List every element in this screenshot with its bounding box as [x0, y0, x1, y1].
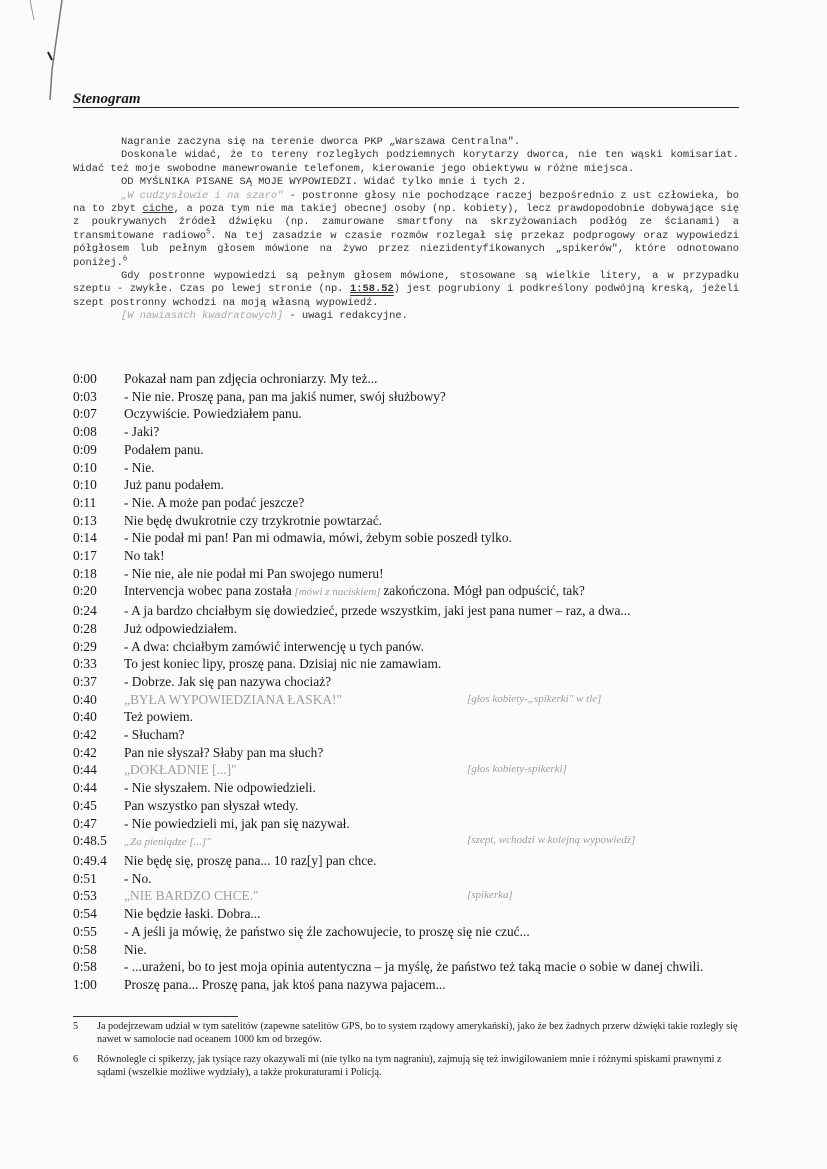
transcript-row	[73, 494, 743, 512]
timestamp: 0:29	[73, 638, 97, 654]
footnote-number: 5	[73, 1021, 79, 1032]
utterance-text: Pan nie słyszał? Słaby pan ma słuch?	[124, 744, 324, 760]
utterance-text: - Nie nie, ale nie podał mi Pan swojego numeru!	[124, 565, 384, 581]
transcript-row	[73, 976, 743, 994]
utterance-text: Już panu podałem.	[124, 477, 225, 493]
utterance-text: - Nie nie. Proszę pana, pan ma jakiś numer, swój służbowy?	[124, 388, 446, 404]
utterance	[124, 708, 743, 726]
transcript-row	[73, 582, 743, 602]
transcript-row	[73, 476, 743, 494]
timestamp: 0:11	[73, 494, 97, 510]
footnote-ref: 6	[122, 255, 128, 264]
timestamp: 0:44	[73, 762, 97, 778]
utterance-text: Intervencja wobec pana została	[124, 583, 292, 599]
timestamp: 0:10	[73, 459, 97, 475]
transcript-row	[73, 620, 743, 638]
editorial-note: [spikerka]	[467, 889, 513, 902]
utterance-text: Nie.	[124, 941, 147, 957]
utterance-text: - A jeśli ja mówię, że państwo się źle zachowujecie, to proszę się nie czuć...	[124, 923, 530, 939]
background-voice: „BYŁA WYPOWIEDZIANA ŁASKA!"	[124, 691, 342, 707]
transcript-row	[73, 779, 743, 797]
utterance-text: - No.	[124, 870, 152, 886]
underlined-word: ciche	[142, 203, 174, 216]
utterance-text: - Nie podał mi pan! Pan mi odmawia, mówi, żebym sobie poszedł tylko.	[124, 530, 512, 546]
utterance-text: - ...urażeni, bo to jest moja opinia autentyczna – ja myślę, że państwo też taką macie o sobie w danej chwili.	[124, 959, 704, 975]
timestamp: 0:54	[73, 906, 97, 922]
utterance	[124, 405, 743, 423]
utterance	[124, 887, 743, 905]
footnote-number: 6	[73, 1053, 79, 1065]
intro-section	[73, 136, 739, 324]
utterance	[124, 388, 743, 406]
footnote	[73, 1053, 739, 1080]
utterance	[124, 459, 743, 477]
utterance	[124, 512, 743, 530]
transcript-row	[73, 547, 743, 565]
timestamp: 1:00	[73, 976, 97, 992]
utterance	[124, 905, 743, 923]
utterance	[124, 815, 743, 833]
background-voice: „Za pieniądze [...]"	[124, 836, 211, 849]
transcript-row	[73, 923, 743, 941]
background-voice: „DOKŁADNIE [...]"	[124, 762, 237, 778]
editorial-note: [głos kobiety-spikerki]	[467, 763, 567, 776]
footnote-text: Ja podejrzewam udział w tym satelitów (zapewne satelitów GPS, bo to system rządowy amerykański), jako że bez żadnych przerw dźwięki takie rozległy się nawet w samolocie nad oceanem 1000 km od brzegów.	[97, 1021, 738, 1046]
utterance-text: zakończona. Mógł pan odpuścić, tak?	[383, 583, 585, 599]
timestamp: 0:28	[73, 620, 97, 636]
utterance-text: - Dobrze. Jak się pan nazywa chociaż?	[124, 673, 332, 689]
timestamp: 0:51	[73, 870, 97, 886]
faded-example: „W cudzysłowie i na szaro"	[121, 189, 284, 202]
transcript-row	[73, 405, 743, 423]
transcript-row	[73, 905, 743, 923]
transcript-row	[73, 797, 743, 815]
utterance	[124, 779, 743, 797]
timestamp: 0:13	[73, 512, 97, 528]
footnote-ref: 5	[205, 228, 211, 237]
utterance	[124, 852, 743, 870]
transcript-row	[73, 852, 743, 870]
utterance-text: - Nie. A może pan podać jeszcze?	[124, 494, 305, 510]
utterance	[124, 565, 743, 583]
transcript-row	[73, 815, 743, 833]
intro-paragraph: „W cudzysłowie i na szaro" - postronne głosy nie pochodzące raczej bezpośrednio z ust człowieka, bo na to zbyt ciche, a poza tym nie ma takiej obecnej osoby (np. kobiety), lecz prawdopodobnie dobywające się z poukrywanych źródeł dźwięku (np. zamurowane smartfony na skrzyżowaniach podłóg ze ścianami) a transmitowane radiowo$^5$. Na tej zasadzie w czasie rozmów rozlegał się przekaz podprogowy oraz wypowiedzi półgłosem lub pełnym głosem mówione na żywo przez niezidentyfikowanych „spikerów", które odnotowano poniżej.$^6$	[73, 189, 740, 269]
timestamp: 0:58	[73, 959, 97, 975]
utterance	[124, 923, 743, 941]
utterance	[124, 602, 743, 620]
timestamp: 0:37	[73, 673, 97, 689]
utterance	[124, 441, 743, 459]
utterance	[124, 744, 743, 762]
timestamp: 0:07	[73, 406, 97, 422]
utterance	[124, 620, 743, 638]
utterance-text: Nie będzie łaski. Dobra...	[124, 906, 261, 922]
page-header	[73, 90, 739, 108]
utterance	[124, 691, 743, 709]
intro-paragraph: [W nawiasach kwadratowych] - uwagi redakcyjne.	[121, 310, 408, 323]
transcript-row	[73, 370, 743, 388]
timestamp: 0:20	[73, 583, 97, 599]
timestamp: 0:42	[73, 744, 97, 760]
timestamp: 0:48.5	[73, 833, 107, 849]
utterance-text: Nie będę dwukrotnie czy trzykrotnie powtarzać.	[124, 512, 383, 528]
utterance-text: - A ja bardzo chciałbym się dowiedzieć, przede wszystkim, jaki jest pana numer – raz, a dwa...	[124, 603, 631, 619]
utterance	[124, 870, 743, 888]
utterance	[124, 726, 743, 744]
utterance	[124, 423, 743, 441]
utterance	[124, 547, 743, 565]
timestamp: 0:00	[73, 371, 97, 386]
transcript-row	[73, 673, 743, 691]
transcript-row	[73, 958, 743, 976]
intro-paragraph: OD MYŚLNIKA PISANE SĄ MOJE WYPOWIEDZI. Widać tylko mnie i tych 2.	[121, 176, 527, 189]
utterance-text: Podałem panu.	[124, 441, 204, 457]
utterance-text: - A dwa: chciałbym zamówić interwencję u tych panów.	[124, 638, 424, 654]
page-title: Stenogram	[73, 91, 141, 107]
transcript-row	[73, 423, 743, 441]
utterance-text: Proszę pana... Proszę pana, jak ktoś pana nazywa pajacem...	[124, 976, 446, 992]
timestamp: 0:42	[73, 727, 97, 743]
transcript-row	[73, 887, 743, 905]
utterance	[73, 958, 743, 976]
utterance-text: Też powiem.	[124, 709, 193, 725]
utterance-text: Oczywiście. Powiedziałem panu.	[124, 406, 302, 422]
timestamp: 0:49.4	[73, 852, 107, 868]
timestamp: 0:24	[73, 603, 97, 619]
timestamp: 0:17	[73, 548, 97, 564]
utterance	[124, 494, 743, 512]
timestamp: 0:53	[73, 888, 97, 904]
transcript-row	[73, 529, 743, 547]
utterance-text: - Nie powiedzieli mi, jak pan się nazywał.	[124, 815, 350, 831]
transcript-row	[73, 512, 743, 530]
transcript-row	[73, 602, 743, 620]
utterance-text: Pokazał nam pan zdjęcia ochroniarzy. My też...	[124, 371, 378, 386]
transcript-row	[73, 744, 743, 762]
transcript-row	[73, 832, 743, 852]
editorial-note: [mówi z naciskiem]	[291, 586, 384, 599]
timestamp: 0:03	[73, 388, 97, 404]
transcript-row	[73, 870, 743, 888]
timestamp: 0:18	[73, 565, 97, 581]
utterance	[124, 673, 743, 691]
utterance	[124, 761, 743, 779]
timestamp: 0:45	[73, 797, 97, 813]
transcript-row	[73, 761, 743, 779]
transcript-row	[73, 655, 743, 673]
utterance	[124, 370, 743, 388]
transcript-row	[73, 459, 743, 477]
utterance-text: No tak!	[124, 548, 165, 564]
utterance-text: Już odpowiedziałem.	[124, 620, 238, 636]
faded-example: [W nawiasach kwadratowych]	[121, 310, 284, 323]
timestamp: 0:14	[73, 530, 97, 546]
timestamp: 0:47	[73, 815, 97, 831]
transcript-row	[73, 708, 743, 726]
utterance-text: Pan wszystko pan słyszał wtedy.	[124, 797, 299, 813]
utterance-text: - Słucham?	[124, 727, 185, 743]
transcript-row	[73, 565, 743, 583]
footnote	[73, 1020, 739, 1047]
transcript-row	[73, 691, 743, 709]
utterance	[124, 976, 743, 994]
timestamp: 0:55	[73, 923, 97, 939]
background-voice: „NIE BARDZO CHCE."	[124, 888, 259, 904]
timestamp: 0:44	[73, 780, 97, 796]
utterance	[124, 582, 743, 602]
intro-paragraph: Nagranie zaczyna się na terenie dworca PKP „Warszawa Centralna".	[121, 136, 521, 148]
utterance	[124, 529, 743, 547]
utterance	[124, 832, 743, 852]
intro-paragraph: Gdy postronne wypowiedzi są pełnym głosem mówione, stosowane są wielkie litery, a w przypadku szeptu - zwykłe. Czas po lewej stronie (np. 1:58.52) jest pogrubiony i podkreślony podwójną kreską, jeżeli szept postronny wchodzi na moją własną wypowiedź.	[73, 270, 739, 309]
transcript	[73, 370, 743, 994]
transcript-row	[73, 388, 743, 406]
transcript-row	[73, 441, 743, 459]
utterance-text: - Nie.	[124, 459, 155, 475]
utterance	[124, 476, 743, 494]
timestamp: 0:40	[73, 709, 97, 725]
utterance-text: - Jaki?	[124, 424, 160, 440]
timestamp: 0:33	[73, 656, 97, 672]
utterance-text: - Nie słyszałem. Nie odpowiedzieli.	[124, 780, 316, 796]
timestamp: 0:10	[73, 477, 97, 493]
utterance	[124, 797, 743, 815]
transcript-row	[73, 638, 743, 656]
editorial-note: [szept, wchodzi w kolejną wypowiedź]	[467, 834, 636, 847]
timestamp: 0:40	[73, 691, 97, 707]
footnote-text: Równolegle ci spikerzy, jak tysiące razy okazywali mi (nie tylko na tym nagraniu), zajmują się też inwigilowaniem mnie i różnymi spiskami prawnymi z sądami (wszelkie możliwe wydziały), a także prokuraturami i Policją.	[97, 1053, 722, 1078]
utterance-text: Nie będę się, proszę pana... 10 raz[y] pan chce.	[124, 852, 377, 868]
editorial-note: [głos kobiety-„spikerki" w tle]	[467, 692, 602, 705]
footnote-divider	[73, 1016, 238, 1017]
utterance	[124, 941, 743, 959]
footnotes	[73, 1020, 739, 1085]
intro-paragraph: Doskonale widać, że to tereny rozległych podziemnych korytarzy dworca, nie ten wąski komisariat. Widać też moje swobodne manewrowanie telefonem, kierowanie jego obiektywu w różne miejsca.	[73, 149, 739, 175]
transcript-row	[73, 941, 743, 959]
timestamp: 0:58	[73, 941, 97, 957]
utterance	[124, 655, 743, 673]
timestamp-example: 1:58.52	[350, 283, 394, 296]
timestamp: 0:08	[73, 424, 97, 440]
utterance-text: To jest koniec lipy, proszę pana. Dzisiaj nic nie zamawiam.	[124, 656, 442, 672]
timestamp: 0:09	[73, 441, 97, 457]
transcript-row	[73, 726, 743, 744]
utterance	[124, 638, 743, 656]
